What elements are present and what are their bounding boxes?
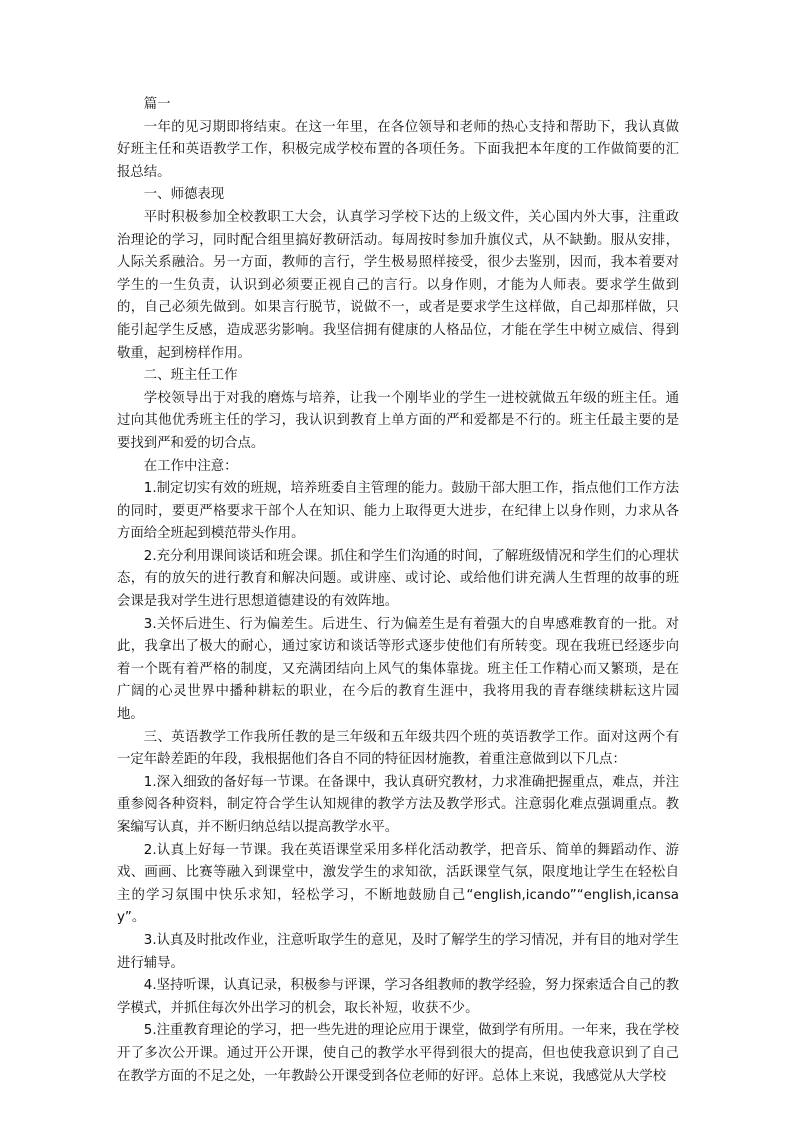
paragraph-class-teacher: 学校领导出于对我的磨炼与培养，让我一个刚毕业的学生一进校就做五年级的班主任。通过向其他优秀班主任的学习，我认识到教育上单方面的严和爱都是不行的。班主任最主要的是要找到严和爱的切合点。 <box>117 390 679 451</box>
section-heading-ethics: 一、师德表现 <box>143 187 225 203</box>
list-item-class-rules: 1.制定切实有效的班规，培养班委自主管理的能力。鼓励干部大胆工作，指点他们工作方法的同时，要更严格要求干部个人在知识、能力上取得更大进步，在纪律上以身作则，力求从各方面给全班起到模范带头作用。 <box>117 481 679 542</box>
paragraph-ethics: 平时积极参加全校教职工大会，认真学习学校下达的上级文件，关心国内外大事，注重政治理论的学习，同时配合组里搞好教研活动。每周按时参加升旗仪式，从不缺勤。服从安排，人际关系融洽。另一方面，教师的言行，学生极易照样接受，很少去鉴别，因而，我本着要对学生的一生负责，认识到必须要正视自己的言行。以身作则，才能为人师表。要求学生做到的，自己必须先做到。如果言行脱节，说做不一，或者是要求学生这样做，自己却那样做，只能引起学生反感，造成恶劣影响。我坚信拥有健康的人格品位，才能在学生中树立威信、得到敬重，起到榜样作用。 <box>117 209 679 361</box>
paragraph-intro: 一年的见习期即将结束。在这一年里，在各位领导和老师的热心支持和帮助下，我认真做好班主任和英语教学工作，积极完成学校布置的各项任务。下面我把本年度的工作做简要的汇报总结。 <box>117 119 679 180</box>
list-item-lesson-prep: 1.深入细致的备好每一节课。在备课中，我认真研究教材，力求准确把握重点，难点，并注重参阅各种资料，制定符合学生认知规律的教学方法及教学形式。注意弱化难点强调重点。教案编写认真，并不断归纳总结以提高教学水平。 <box>117 774 679 835</box>
list-item-observation: 4.坚持听课，认真记录，积极参与评课，学习各组教师的教学经验，努力探索适合自己的教学模式，并抓住每次外出学习的机会，取长补短，收获不少。 <box>117 978 679 1016</box>
list-item-struggling-students: 3.关怀后进生、行为偏差生。后进生、行为偏差生是有着强大的自卑感难教育的一批。对此，我拿出了极大的耐心，通过家访和谈话等形式逐步使他们有所转变。现在我班已经逐步向着一个既有着严格的制度，又充满团结向上风气的集体靠拢。班主任工作精心而又繁琐，是在广阔的心灵世界中播种耕耘的职业，在今后的教育生涯中，我将用我的青春继续耕耘这片园地。 <box>117 616 679 723</box>
section-heading-english-teaching: 三、英语教学工作我所任教的是三年级和五年级共四个班的英语教学工作。面对这两个有一定年龄差距的年段，我根据他们各自不同的特征因材施教，着重注意做到以下几点： <box>117 729 679 768</box>
list-item-homework: 3.认真及时批改作业，注意听取学生的意见，及时了解学生的学习情况，并有目的地对学生进行辅导。 <box>117 932 679 971</box>
list-item-class-meetings: 2.充分利用课间谈话和班会课。抓住和学生们沟通的时间，了解班级情况和学生们的心理状态，有的放矢的进行教育和解决问题。或讲座、或讨论、或给他们讲充满人生哲理的故事的班会课是我对学生进行思想道德建设的有效阵地。 <box>117 548 679 610</box>
document-title: 篇一 <box>143 97 171 112</box>
section-heading-class-teacher: 二、班主任工作 <box>143 368 238 384</box>
paragraph-attention: 在工作中注意： <box>143 458 238 474</box>
list-item-lessons: 2.认真上好每一节课。我在英语课堂采用多样化活动教学，把音乐、简单的舞蹈动作、游戏、画画、比赛等融入到课堂中，激发学生的求知欲，活跃课堂气氛，限度地让学生在轻松自主的学习氛围中快乐求知，轻松学习，不断地鼓励自己“english,icando”“english,icansay”。 <box>117 842 679 926</box>
document-page <box>117 94 679 1088</box>
list-item-theory: 5.注重教育理论的学习，把一些先进的理论应用于课堂，做到学有所用。一年来，我在学校开了多次公开课。通过开公开课，使自己的教学水平得到很大的提高，但也使我意识到了自己在教学方面的不足之处，一年教龄公开课受到各位老师的好评。总体上来说，我感觉从大学校 <box>117 1023 679 1084</box>
